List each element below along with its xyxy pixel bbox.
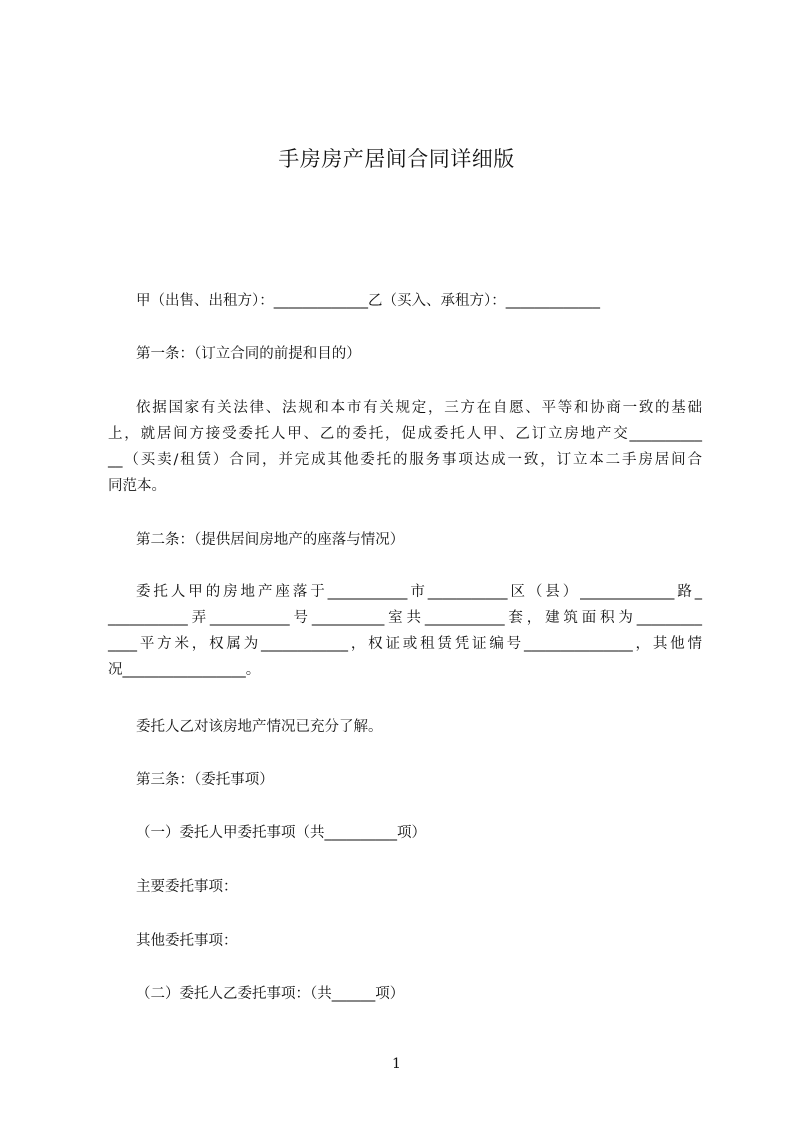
article-3-heading: 第三条：（委托事项）	[136, 772, 274, 788]
article-1-line: 依据国家有关法律、法规和本市有关规定，三方在自愿、平等和协商一致的基础	[136, 400, 702, 416]
article-1-heading: 第一条：（订立合同的前提和目的）	[136, 346, 361, 362]
article-1-body	[108, 395, 702, 499]
main-matters-label: 主要委托事项：	[136, 879, 238, 895]
article-1-line: 同范本。	[108, 478, 166, 494]
article-2-line: 况_________________。	[108, 662, 261, 678]
page-number: 1	[392, 1056, 401, 1072]
other-matters-label: 其他委托事项：	[136, 933, 238, 949]
article-2-line: ____平方米，权属为____________，权证或租赁凭证编号_______________，其他情	[108, 636, 702, 652]
item-1-line: （一）委托人甲委托事项（共__________项）	[136, 825, 426, 841]
item-2-line: （二）委托人乙委托事项：（共______项）	[136, 986, 405, 1002]
document-title: 手房房产居间合同详细版	[278, 147, 515, 171]
article-1-line: __（买卖/租赁）合同，并完成其他委托的服务事项达成一致，订立本二手房居间合	[108, 452, 702, 468]
article-2-line: 委托人甲的房地产座落于___________市___________区（县）_____________路_	[136, 584, 702, 600]
article-2-heading: 第二条：（提供居间房地产的座落与情况）	[136, 532, 405, 548]
article-2-line: ___________弄___________号__________室共___________套，建筑面积为_________	[108, 610, 702, 626]
parties-line: 甲（出售、出租方）：_____________乙（买入、承租方）：_____________	[136, 293, 600, 309]
article-1-line: 上，就居间方接受委托人甲、乙的委托，促成委托人甲、乙订立房地产交__________	[108, 426, 702, 442]
article-2-note: 委托人乙对该房地产情况已充分了解。	[136, 719, 383, 735]
article-2-body	[108, 579, 702, 683]
